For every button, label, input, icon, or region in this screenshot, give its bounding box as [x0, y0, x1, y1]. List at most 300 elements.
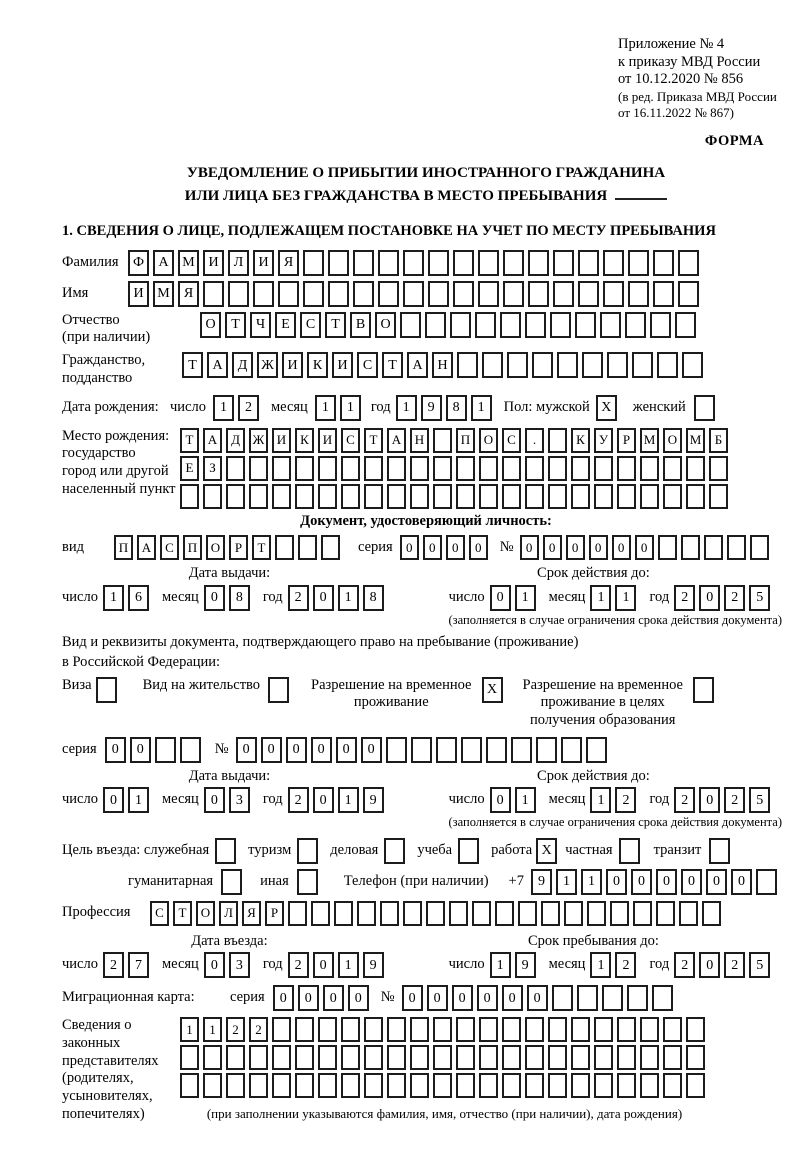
cell[interactable] [380, 901, 399, 926]
cell[interactable] [693, 677, 714, 703]
doc-issue-year-cells[interactable] [288, 585, 388, 611]
cell[interactable]: 0 [361, 737, 382, 763]
cell[interactable]: 8 [446, 395, 467, 421]
cell[interactable] [318, 1073, 337, 1098]
cell[interactable] [548, 484, 567, 509]
permit-valid-day-cells[interactable] [490, 787, 540, 813]
cell[interactable] [525, 1017, 544, 1042]
entry-day-cells[interactable] [103, 952, 153, 978]
migcard-series-cells[interactable] [273, 985, 373, 1011]
doc-issue-month-cells[interactable] [204, 585, 254, 611]
cell[interactable]: 1 [338, 952, 359, 978]
purpose-business-checkbox[interactable] [384, 838, 409, 864]
cell[interactable] [548, 1073, 567, 1098]
cell[interactable]: И [318, 428, 337, 453]
cell[interactable] [226, 484, 245, 509]
cell[interactable] [297, 869, 318, 895]
cell[interactable] [632, 352, 653, 378]
cell[interactable] [449, 901, 468, 926]
permit-valid-month-cells[interactable] [590, 787, 640, 813]
cell[interactable]: 2 [724, 787, 745, 813]
cell[interactable] [272, 1045, 291, 1070]
cell[interactable]: 0 [469, 535, 488, 560]
cell[interactable] [458, 838, 479, 864]
cell[interactable]: П [183, 535, 202, 560]
cell[interactable]: 0 [699, 952, 720, 978]
cell[interactable]: 9 [421, 395, 442, 421]
cell[interactable] [400, 312, 421, 338]
purpose-work-checkbox[interactable] [536, 838, 561, 864]
cell[interactable]: П [114, 535, 133, 560]
cell[interactable]: 0 [681, 869, 702, 895]
permit-issue-year-cells[interactable] [288, 787, 388, 813]
cell[interactable]: Б [709, 428, 728, 453]
cell[interactable] [433, 456, 452, 481]
cell[interactable] [357, 901, 376, 926]
cell[interactable] [479, 456, 498, 481]
cell[interactable] [226, 456, 245, 481]
cell[interactable] [436, 737, 457, 763]
cell[interactable] [456, 456, 475, 481]
cell[interactable] [561, 737, 582, 763]
permit-series-cells[interactable] [105, 737, 205, 763]
cell[interactable] [353, 250, 374, 276]
cell[interactable]: 8 [229, 585, 250, 611]
cell[interactable] [298, 535, 317, 560]
cell[interactable] [617, 456, 636, 481]
cell[interactable]: 2 [288, 787, 309, 813]
cell[interactable] [657, 352, 678, 378]
cell[interactable]: Р [229, 535, 248, 560]
cell[interactable] [456, 1045, 475, 1070]
cell[interactable] [594, 1073, 613, 1098]
cell[interactable]: С [341, 428, 360, 453]
cell[interactable] [288, 901, 307, 926]
cell[interactable] [364, 484, 383, 509]
cell[interactable] [328, 281, 349, 307]
cell[interactable] [652, 985, 673, 1011]
cell[interactable] [364, 1073, 383, 1098]
cell[interactable]: X [536, 838, 557, 864]
birth-month-cells[interactable] [315, 395, 365, 421]
cell[interactable]: В [350, 312, 371, 338]
cell[interactable]: 1 [615, 585, 636, 611]
cell[interactable] [625, 312, 646, 338]
cell[interactable]: А [407, 352, 428, 378]
cell[interactable]: 8 [363, 585, 384, 611]
cell[interactable] [564, 901, 583, 926]
cell[interactable] [686, 1073, 705, 1098]
cell[interactable]: А [153, 250, 174, 276]
cell[interactable] [321, 535, 340, 560]
cell[interactable]: 0 [427, 985, 448, 1011]
cell[interactable] [478, 250, 499, 276]
cell[interactable] [180, 1045, 199, 1070]
cell[interactable] [541, 901, 560, 926]
cell[interactable] [525, 456, 544, 481]
cell[interactable]: 1 [590, 787, 611, 813]
cell[interactable]: О [375, 312, 396, 338]
cell[interactable]: 2 [724, 952, 745, 978]
cell[interactable] [640, 456, 659, 481]
cell[interactable]: 3 [229, 952, 250, 978]
cell[interactable]: 1 [515, 585, 536, 611]
cell[interactable]: 1 [556, 869, 577, 895]
rvp-checkbox[interactable] [482, 677, 507, 703]
cell[interactable] [453, 250, 474, 276]
cell[interactable] [525, 484, 544, 509]
cell[interactable]: 0 [313, 952, 334, 978]
cell[interactable]: И [203, 250, 224, 276]
cell[interactable] [617, 1017, 636, 1042]
cell[interactable]: Л [228, 250, 249, 276]
cell[interactable]: 1 [315, 395, 336, 421]
cell[interactable] [272, 456, 291, 481]
cell[interactable]: 0 [204, 787, 225, 813]
cell[interactable] [571, 1045, 590, 1070]
cell[interactable]: Д [232, 352, 253, 378]
cell[interactable] [502, 1017, 521, 1042]
cell[interactable] [486, 737, 507, 763]
cell[interactable] [640, 1073, 659, 1098]
cell[interactable]: 7 [128, 952, 149, 978]
cell[interactable] [553, 250, 574, 276]
cell[interactable] [318, 1017, 337, 1042]
cell[interactable]: Е [180, 456, 199, 481]
cell[interactable] [617, 484, 636, 509]
cell[interactable] [433, 484, 452, 509]
cell[interactable]: М [640, 428, 659, 453]
cell[interactable]: И [253, 250, 274, 276]
cell[interactable] [503, 250, 524, 276]
sex-male-checkbox[interactable] [596, 395, 621, 421]
cell[interactable]: Т [382, 352, 403, 378]
surname-cells[interactable] [128, 250, 703, 276]
cell[interactable] [571, 456, 590, 481]
cell[interactable]: 5 [749, 787, 770, 813]
cell[interactable] [364, 1017, 383, 1042]
cell[interactable]: С [502, 428, 521, 453]
cell[interactable]: 2 [674, 787, 695, 813]
cell[interactable]: 0 [612, 535, 631, 560]
cell[interactable] [272, 1017, 291, 1042]
cell[interactable]: 2 [615, 787, 636, 813]
cell[interactable] [702, 901, 721, 926]
cell[interactable]: К [571, 428, 590, 453]
cell[interactable] [571, 1073, 590, 1098]
cell[interactable]: 6 [128, 585, 149, 611]
cell[interactable]: 2 [674, 585, 695, 611]
cell[interactable] [318, 1045, 337, 1070]
purpose-humanitarian-checkbox[interactable] [221, 869, 246, 895]
cell[interactable] [681, 535, 700, 560]
cell[interactable]: 0 [589, 535, 608, 560]
cell[interactable] [709, 484, 728, 509]
cell[interactable]: 3 [229, 787, 250, 813]
cell[interactable] [502, 456, 521, 481]
cell[interactable] [433, 428, 452, 453]
cell[interactable]: Т [180, 428, 199, 453]
cell[interactable] [226, 1073, 245, 1098]
cell[interactable]: О [206, 535, 225, 560]
cell[interactable] [594, 1045, 613, 1070]
cell[interactable] [663, 1045, 682, 1070]
cell[interactable]: 0 [286, 737, 307, 763]
cell[interactable]: 2 [238, 395, 259, 421]
cell[interactable]: 0 [323, 985, 344, 1011]
cell[interactable] [682, 352, 703, 378]
cell[interactable] [203, 484, 222, 509]
cell[interactable] [686, 1045, 705, 1070]
cell[interactable]: 1 [590, 952, 611, 978]
cell[interactable]: 0 [204, 585, 225, 611]
cell[interactable]: С [160, 535, 179, 560]
cell[interactable] [577, 985, 598, 1011]
cell[interactable]: И [128, 281, 149, 307]
permit-issue-month-cells[interactable] [204, 787, 254, 813]
cell[interactable]: 0 [706, 869, 727, 895]
cell[interactable] [532, 352, 553, 378]
cell[interactable]: 0 [423, 535, 442, 560]
cell[interactable] [203, 1073, 222, 1098]
cell[interactable] [249, 484, 268, 509]
cell[interactable]: 1 [471, 395, 492, 421]
cell[interactable] [603, 250, 624, 276]
cell[interactable] [295, 1073, 314, 1098]
cell[interactable] [502, 1045, 521, 1070]
cell[interactable] [387, 1045, 406, 1070]
cell[interactable]: 0 [606, 869, 627, 895]
cell[interactable]: 2 [226, 1017, 245, 1042]
doc-issue-day-cells[interactable] [103, 585, 153, 611]
cell[interactable]: 0 [699, 787, 720, 813]
birthplace-cells-row3[interactable] [180, 484, 732, 509]
cell[interactable] [617, 1045, 636, 1070]
cell[interactable] [686, 456, 705, 481]
cell[interactable] [428, 281, 449, 307]
cell[interactable] [295, 484, 314, 509]
cell[interactable] [640, 1045, 659, 1070]
residence-checkbox[interactable] [268, 677, 293, 703]
cell[interactable] [727, 535, 746, 560]
cell[interactable]: 0 [490, 787, 511, 813]
cell[interactable]: 9 [363, 787, 384, 813]
cell[interactable]: 0 [699, 585, 720, 611]
cell[interactable] [450, 312, 471, 338]
permit-issue-day-cells[interactable] [103, 787, 153, 813]
cell[interactable]: 1 [338, 585, 359, 611]
cell[interactable]: Ч [250, 312, 271, 338]
cell[interactable]: Т [182, 352, 203, 378]
cell[interactable]: 0 [105, 737, 126, 763]
purpose-study-checkbox[interactable] [458, 838, 483, 864]
cell[interactable] [428, 250, 449, 276]
cell[interactable] [410, 484, 429, 509]
cell[interactable] [303, 250, 324, 276]
cell[interactable] [686, 484, 705, 509]
name-cells[interactable] [128, 281, 703, 307]
cell[interactable] [678, 281, 699, 307]
cell[interactable] [594, 456, 613, 481]
cell[interactable] [426, 901, 445, 926]
cell[interactable] [525, 1073, 544, 1098]
cell[interactable] [457, 352, 478, 378]
cell[interactable]: О [479, 428, 498, 453]
doc-series-cells[interactable] [400, 535, 492, 560]
cell[interactable]: 0 [261, 737, 282, 763]
cell[interactable] [536, 737, 557, 763]
cell[interactable]: Д [226, 428, 245, 453]
visa-checkbox[interactable] [96, 677, 121, 703]
cell[interactable] [295, 456, 314, 481]
cell[interactable] [461, 737, 482, 763]
cell[interactable]: Н [410, 428, 429, 453]
cell[interactable]: 1 [128, 787, 149, 813]
representatives-cells-row1[interactable] [180, 1017, 709, 1042]
cell[interactable]: М [153, 281, 174, 307]
cell[interactable]: 0 [273, 985, 294, 1011]
cell[interactable] [552, 985, 573, 1011]
cell[interactable]: С [300, 312, 321, 338]
cell[interactable]: Я [278, 250, 299, 276]
stay-year-cells[interactable] [674, 952, 774, 978]
doc-valid-day-cells[interactable] [490, 585, 540, 611]
cell[interactable] [353, 281, 374, 307]
cell[interactable] [607, 352, 628, 378]
birth-day-cells[interactable] [213, 395, 263, 421]
purpose-tourism-checkbox[interactable] [297, 838, 322, 864]
cell[interactable] [548, 1017, 567, 1042]
cell[interactable] [410, 1017, 429, 1042]
cell[interactable] [502, 1073, 521, 1098]
cell[interactable]: И [282, 352, 303, 378]
cell[interactable] [548, 428, 567, 453]
cell[interactable]: Ф [128, 250, 149, 276]
cell[interactable]: 0 [477, 985, 498, 1011]
cell[interactable] [663, 484, 682, 509]
cell[interactable] [249, 456, 268, 481]
cell[interactable]: 0 [635, 535, 654, 560]
cell[interactable]: 0 [336, 737, 357, 763]
permit-number-cells[interactable] [236, 737, 611, 763]
cell[interactable]: . [525, 428, 544, 453]
cell[interactable] [433, 1073, 452, 1098]
cell[interactable] [378, 281, 399, 307]
cell[interactable] [600, 312, 621, 338]
birthplace-cells-row2[interactable] [180, 456, 732, 481]
cell[interactable] [640, 1017, 659, 1042]
cell[interactable]: М [178, 250, 199, 276]
cell[interactable] [628, 281, 649, 307]
phone-cells[interactable] [531, 869, 781, 895]
cell[interactable] [272, 1073, 291, 1098]
cell[interactable]: К [295, 428, 314, 453]
cell[interactable]: 0 [520, 535, 539, 560]
cell[interactable]: С [357, 352, 378, 378]
cell[interactable] [318, 484, 337, 509]
cell[interactable] [303, 281, 324, 307]
cell[interactable]: 0 [400, 535, 419, 560]
cell[interactable] [295, 1045, 314, 1070]
cell[interactable]: 0 [348, 985, 369, 1011]
cell[interactable] [180, 484, 199, 509]
cell[interactable]: 0 [731, 869, 752, 895]
cell[interactable]: 2 [674, 952, 695, 978]
purpose-private-checkbox[interactable] [619, 838, 644, 864]
cell[interactable] [403, 250, 424, 276]
cell[interactable]: Я [178, 281, 199, 307]
cell[interactable] [410, 456, 429, 481]
cell[interactable] [582, 352, 603, 378]
cell[interactable] [525, 312, 546, 338]
cell[interactable]: 2 [249, 1017, 268, 1042]
cell[interactable]: Е [275, 312, 296, 338]
entry-year-cells[interactable] [288, 952, 388, 978]
cell[interactable] [663, 456, 682, 481]
cell[interactable] [378, 250, 399, 276]
cell[interactable] [387, 1017, 406, 1042]
cell[interactable] [275, 535, 294, 560]
cell[interactable] [425, 312, 446, 338]
cell[interactable] [709, 838, 730, 864]
cell[interactable]: П [456, 428, 475, 453]
cell[interactable] [387, 1073, 406, 1098]
cell[interactable]: С [150, 901, 169, 926]
sex-female-checkbox[interactable] [694, 395, 719, 421]
cell[interactable] [528, 281, 549, 307]
cell[interactable] [640, 484, 659, 509]
cell[interactable]: 2 [615, 952, 636, 978]
cell[interactable] [479, 1073, 498, 1098]
cell[interactable] [557, 352, 578, 378]
cell[interactable]: 1 [338, 787, 359, 813]
cell[interactable] [548, 1045, 567, 1070]
cell[interactable]: 0 [452, 985, 473, 1011]
cell[interactable] [482, 352, 503, 378]
cell[interactable]: Ж [257, 352, 278, 378]
profession-cells[interactable] [150, 901, 725, 926]
birth-year-cells[interactable] [396, 395, 496, 421]
representatives-cells-row3[interactable] [180, 1073, 709, 1098]
stay-day-cells[interactable] [490, 952, 540, 978]
cell[interactable] [278, 281, 299, 307]
cell[interactable] [628, 250, 649, 276]
cell[interactable]: 2 [288, 952, 309, 978]
cell[interactable] [502, 484, 521, 509]
cell[interactable] [297, 838, 318, 864]
cell[interactable] [249, 1073, 268, 1098]
cell[interactable] [203, 281, 224, 307]
cell[interactable] [180, 737, 201, 763]
cell[interactable] [587, 901, 606, 926]
cell[interactable] [311, 901, 330, 926]
cell[interactable]: 9 [363, 952, 384, 978]
cell[interactable]: А [137, 535, 156, 560]
cell[interactable] [410, 1073, 429, 1098]
cell[interactable] [249, 1045, 268, 1070]
cell[interactable]: 0 [656, 869, 677, 895]
cell[interactable]: 0 [313, 585, 334, 611]
cell[interactable]: Ж [249, 428, 268, 453]
cell[interactable]: А [387, 428, 406, 453]
cell[interactable]: Л [219, 901, 238, 926]
cell[interactable] [433, 1045, 452, 1070]
cell[interactable] [663, 1073, 682, 1098]
cell[interactable]: 2 [103, 952, 124, 978]
cell[interactable] [619, 838, 640, 864]
cell[interactable] [704, 535, 723, 560]
cell[interactable]: Р [617, 428, 636, 453]
